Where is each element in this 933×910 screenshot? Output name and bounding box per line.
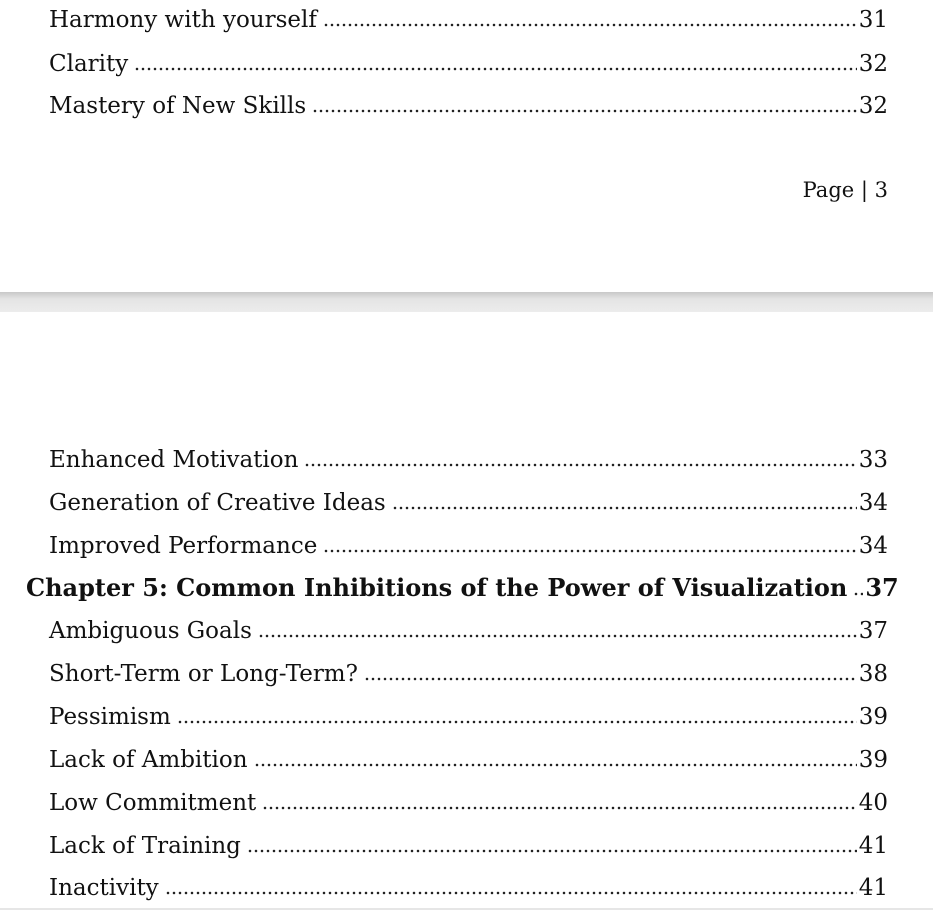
- toc-entry-page-number: 41: [858, 875, 888, 901]
- toc-entry-page-number: 31: [858, 7, 888, 33]
- toc-entry-title: Inactivity: [49, 875, 159, 901]
- toc-entry[interactable]: [49, 91, 888, 121]
- toc-leader-dots: [165, 891, 857, 895]
- document-page-4: [0, 312, 933, 910]
- toc-entry[interactable]: [49, 702, 888, 732]
- toc-leader-dots: [247, 849, 857, 853]
- toc-entry[interactable]: [49, 788, 888, 818]
- toc-entry-page-number: 34: [858, 533, 888, 559]
- toc-leader-dots: [254, 763, 857, 767]
- toc-leader-dots: [323, 549, 856, 553]
- document-page-3: [0, 0, 933, 292]
- toc-entry-title: Ambiguous Goals: [49, 618, 252, 644]
- toc-leader-dots: [392, 506, 857, 510]
- toc-entry[interactable]: [49, 488, 888, 518]
- toc-entry-page-number: 39: [858, 747, 888, 773]
- toc-chapter-title: Chapter 5: Common Inhibitions of the Power of Visualization: [26, 573, 848, 602]
- toc-entry[interactable]: [49, 831, 888, 861]
- toc-entry-title: Improved Performance: [49, 533, 318, 559]
- toc-entry[interactable]: [49, 659, 888, 689]
- toc-entry[interactable]: [49, 745, 888, 775]
- toc-leader-dots: [258, 634, 857, 638]
- toc-entry-title: Mastery of New Skills: [49, 93, 307, 119]
- toc-leader-dots: [304, 463, 856, 467]
- toc-entry-title: Low Commitment: [49, 790, 257, 816]
- toc-entry-title: Short-Term or Long-Term?: [49, 661, 358, 687]
- toc-chapter-page-number: 37: [865, 573, 899, 602]
- toc-entry-title: Lack of Ambition: [49, 747, 248, 773]
- toc-entry[interactable]: [49, 531, 888, 561]
- toc-entry-page-number: 38: [858, 661, 888, 687]
- toc-entry-page-number: 33: [858, 447, 888, 473]
- toc-entry[interactable]: [49, 5, 888, 35]
- toc-entry-title: Harmony with yourself: [49, 7, 317, 33]
- page-footer-number: Page | 3: [802, 178, 888, 202]
- toc-leader-dots: [323, 23, 857, 27]
- toc-entry[interactable]: [49, 616, 888, 646]
- toc-entry-title: Pessimism: [49, 704, 171, 730]
- toc-leader-dots: [177, 720, 857, 724]
- toc-leader-dots: [853, 592, 863, 596]
- toc-leader-dots: [312, 109, 857, 113]
- toc-entry-page-number: 39: [858, 704, 888, 730]
- toc-entry-page-number: 32: [858, 51, 888, 77]
- toc-entry-title: Clarity: [49, 51, 129, 77]
- toc-chapter-entry[interactable]: [26, 573, 899, 603]
- toc-entry-page-number: 32: [858, 93, 888, 119]
- toc-entry[interactable]: [49, 873, 888, 903]
- toc-entry[interactable]: [49, 445, 888, 475]
- toc-leader-dots: [364, 677, 857, 681]
- toc-entry-page-number: 40: [858, 790, 888, 816]
- toc-entry-page-number: 34: [858, 490, 888, 516]
- toc-leader-dots: [262, 806, 856, 810]
- toc-leader-dots: [134, 67, 856, 71]
- toc-entry-page-number: 37: [858, 618, 888, 644]
- toc-entry-page-number: 41: [858, 833, 888, 859]
- toc-entry[interactable]: [49, 49, 888, 79]
- toc-entry-title: Generation of Creative Ideas: [49, 490, 386, 516]
- toc-entry-title: Lack of Training: [49, 833, 241, 859]
- page-separator: [0, 292, 933, 312]
- toc-entry-title: Enhanced Motivation: [49, 447, 299, 473]
